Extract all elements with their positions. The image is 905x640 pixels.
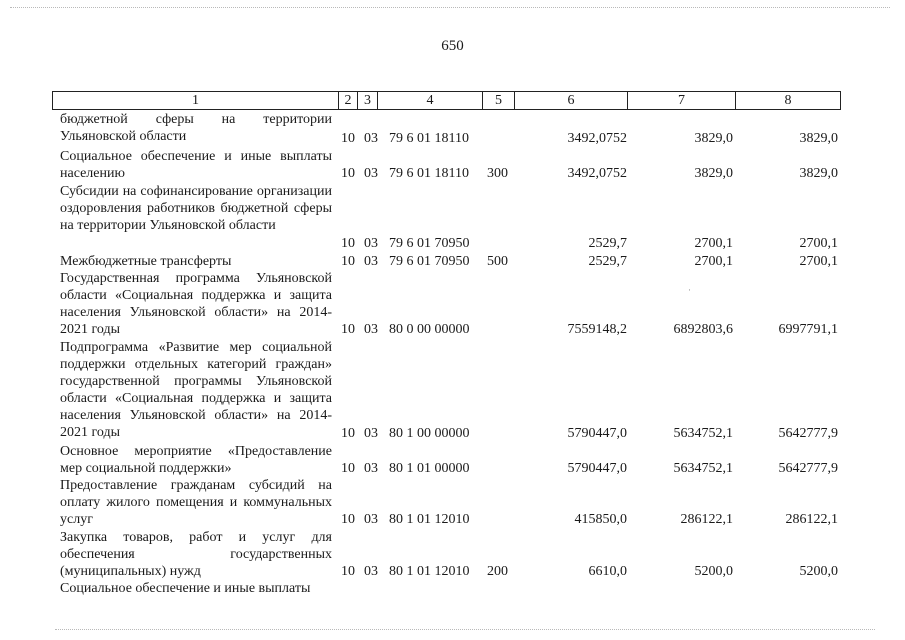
- amount-col-8: 2700,1: [799, 254, 838, 269]
- subsection-code: 03: [364, 322, 378, 337]
- amount-col-6: 2529,7: [588, 254, 627, 269]
- amount-col-8: 5200,0: [799, 564, 838, 579]
- row-description: бюджетной сферы на территории Ульяновской области: [60, 112, 332, 145]
- amount-col-6: 3492,0752: [567, 166, 627, 181]
- row-description: Субсидии на софинансирование организации оздоровления работников бюджетной сферы на территории Ульяновской области: [60, 184, 332, 234]
- section-code: 10: [341, 166, 355, 181]
- subsection-code: 03: [364, 236, 378, 251]
- expense-type-code: 200: [487, 564, 508, 579]
- amount-col-8: 2700,1: [799, 236, 838, 251]
- amount-col-6: 6610,0: [588, 564, 627, 579]
- subsection-code: 03: [364, 166, 378, 181]
- row-description: Предоставление гражданам субсидий на оплату жилого помещения и коммунальных услуг: [60, 478, 332, 528]
- amount-col-8: 3829,0: [799, 166, 838, 181]
- scan-artifact-bottom: [55, 629, 875, 630]
- amount-col-8: 5642777,9: [778, 426, 838, 441]
- header-col-3: 3: [357, 92, 377, 109]
- amount-col-8: 5642777,9: [778, 461, 838, 476]
- subsection-code: 03: [364, 426, 378, 441]
- target-article-code: 79 6 01 70950: [389, 254, 470, 269]
- amount-col-7: 5634752,1: [673, 426, 733, 441]
- subsection-code: 03: [364, 461, 378, 476]
- row-description: Социальное обеспечение и иные выплаты: [60, 581, 311, 596]
- amount-col-8: 6997791,1: [778, 322, 838, 337]
- amount-col-7: 5200,0: [694, 564, 733, 579]
- row-description: Межбюджетные трансферты: [60, 254, 232, 269]
- amount-col-6: 2529,7: [588, 236, 627, 251]
- expense-type-code: 500: [487, 254, 508, 269]
- header-col-8: 8: [735, 92, 840, 109]
- amount-col-7: 3829,0: [694, 131, 733, 146]
- amount-col-6: 3492,0752: [567, 131, 627, 146]
- amount-col-6: 7559148,2: [567, 322, 627, 337]
- amount-col-7: 2700,1: [694, 254, 733, 269]
- row-description: Закупка товаров, работ и услуг для обеспечения государственных (муниципальных) нужд: [60, 530, 332, 580]
- target-article-code: 80 1 01 00000: [389, 461, 470, 476]
- header-col-6: 6: [514, 92, 627, 109]
- header-col-5: 5: [482, 92, 514, 109]
- header-col-4: 4: [377, 92, 482, 109]
- subsection-code: 03: [364, 131, 378, 146]
- expense-type-code: 300: [487, 166, 508, 181]
- section-code: 10: [341, 322, 355, 337]
- target-article-code: 79 6 01 18110: [389, 166, 469, 181]
- row-description: Социальное обеспечение и иные выплаты населению: [60, 149, 332, 182]
- target-article-code: 80 1 01 12010: [389, 564, 470, 579]
- section-code: 10: [341, 461, 355, 476]
- section-code: 10: [341, 512, 355, 527]
- amount-col-8: 286122,1: [785, 512, 838, 527]
- amount-col-7: 2700,1: [694, 236, 733, 251]
- subsection-code: 03: [364, 564, 378, 579]
- section-code: 10: [341, 426, 355, 441]
- amount-col-8: 3829,0: [799, 131, 838, 146]
- target-article-code: 80 1 01 12010: [389, 512, 470, 527]
- section-code: 10: [341, 236, 355, 251]
- subsection-code: 03: [364, 512, 378, 527]
- target-article-code: 80 1 00 00000: [389, 426, 470, 441]
- amount-col-6: 5790447,0: [567, 461, 627, 476]
- target-article-code: 80 0 00 00000: [389, 322, 470, 337]
- amount-col-7: 5634752,1: [673, 461, 733, 476]
- section-code: 10: [341, 254, 355, 269]
- row-description: Подпрограмма «Развитие мер социальной поддержки отдельных категорий граждан» государственной программы Ульяновской области «Социальная поддержка и защита населения Ульяновской области» на 2014-2021 годы: [60, 340, 332, 441]
- subsection-code: 03: [364, 254, 378, 269]
- header-col-2: 2: [338, 92, 357, 109]
- amount-col-6: 415850,0: [574, 512, 627, 527]
- header-col-7: 7: [627, 92, 735, 109]
- amount-col-6: 5790447,0: [567, 426, 627, 441]
- section-code: 10: [341, 131, 355, 146]
- scan-artifact-top: [10, 7, 890, 8]
- scan-speck: ·: [688, 285, 691, 295]
- row-description: Государственная программа Ульяновской области «Социальная поддержка и защита населения Ульяновской области» на 2014-2021 годы: [60, 271, 332, 338]
- page-number: 650: [441, 38, 464, 54]
- section-code: 10: [341, 564, 355, 579]
- row-description: Основное мероприятие «Предоставление мер социальной поддержки»: [60, 444, 332, 477]
- target-article-code: 79 6 01 18110: [389, 131, 469, 146]
- amount-col-7: 3829,0: [694, 166, 733, 181]
- target-article-code: 79 6 01 70950: [389, 236, 470, 251]
- amount-col-7: 286122,1: [680, 512, 733, 527]
- amount-col-7: 6892803,6: [673, 322, 733, 337]
- table-header-row: [52, 91, 841, 110]
- header-col-1: 1: [192, 93, 199, 108]
